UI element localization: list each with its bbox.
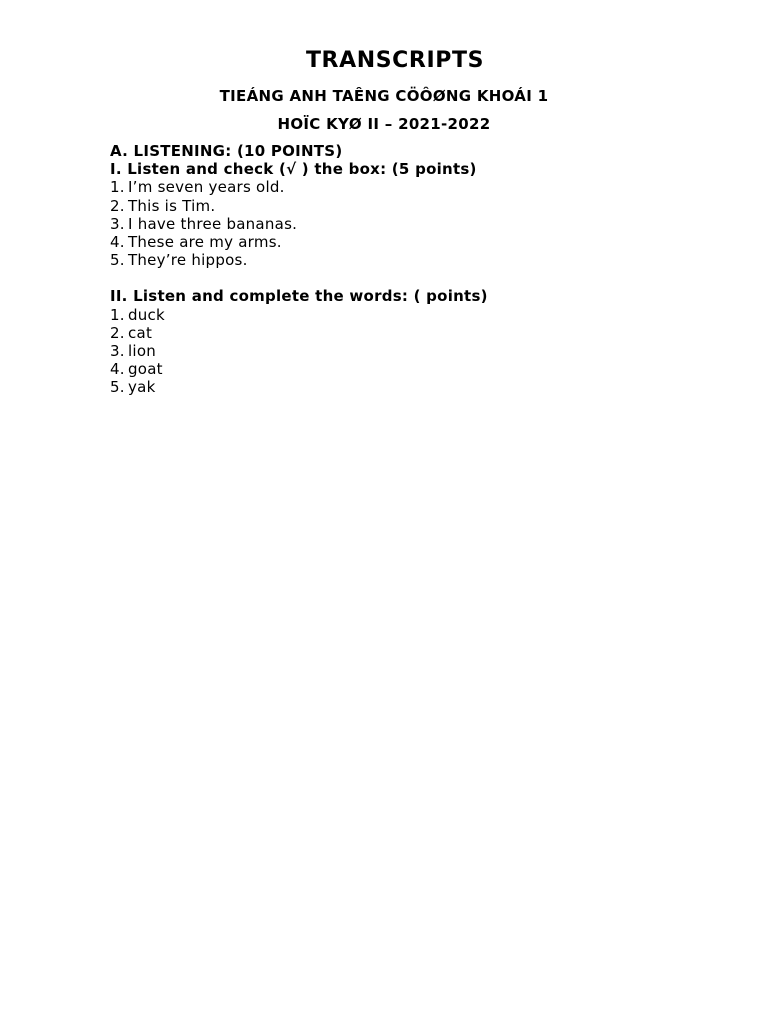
list-item-number: 2. <box>110 196 125 215</box>
list-item-text: lion <box>128 342 157 361</box>
section-spacer <box>110 269 710 287</box>
list-item <box>110 233 710 251</box>
list-item-number: 3. <box>110 342 125 361</box>
list-item <box>110 251 710 269</box>
document-body <box>110 142 710 397</box>
list-item <box>110 306 710 324</box>
list-item <box>110 342 710 360</box>
list-item-text: yak <box>128 378 156 397</box>
list-item-number: 1. <box>110 305 125 324</box>
list-item-text: They’re hippos. <box>128 251 248 270</box>
part-1-list <box>110 178 710 269</box>
part-2-heading: II. Listen and complete the words: ( points) <box>110 287 488 306</box>
list-item <box>110 378 710 396</box>
list-item-text: goat <box>128 360 163 379</box>
list-item-number: 5. <box>110 251 125 270</box>
list-item <box>110 197 710 215</box>
document-subtitle-term: HOÏC KYØ II – 2021-2022 <box>277 115 491 133</box>
part-2-list <box>110 306 710 397</box>
list-item-number: 4. <box>110 233 125 252</box>
list-item <box>110 178 710 196</box>
list-item-number: 5. <box>110 378 125 397</box>
document-title: TRANSCRIPTS <box>305 48 485 73</box>
section-a-heading: A. LISTENING: (10 POINTS) <box>110 142 343 160</box>
list-item-number: 4. <box>110 360 125 379</box>
list-item <box>110 360 710 378</box>
list-item-text: cat <box>128 323 153 342</box>
list-item <box>110 215 710 233</box>
list-item <box>110 324 710 342</box>
list-item-text: I’m seven years old. <box>128 178 285 197</box>
list-item-text: duck <box>128 305 165 324</box>
list-item-number: 2. <box>110 323 125 342</box>
list-item-number: 1. <box>110 178 125 197</box>
list-item-text: These are my arms. <box>128 233 282 252</box>
document-subtitle-course: TIEÁNG ANH TAÊNG CÖÔØNG KHOÁI 1 <box>219 87 549 105</box>
list-item-text: This is Tim. <box>128 196 216 215</box>
list-item-number: 3. <box>110 214 125 233</box>
part-1-heading: I. Listen and check (√ ) the box: (5 points) <box>110 160 477 179</box>
list-item-text: I have three bananas. <box>128 214 298 233</box>
